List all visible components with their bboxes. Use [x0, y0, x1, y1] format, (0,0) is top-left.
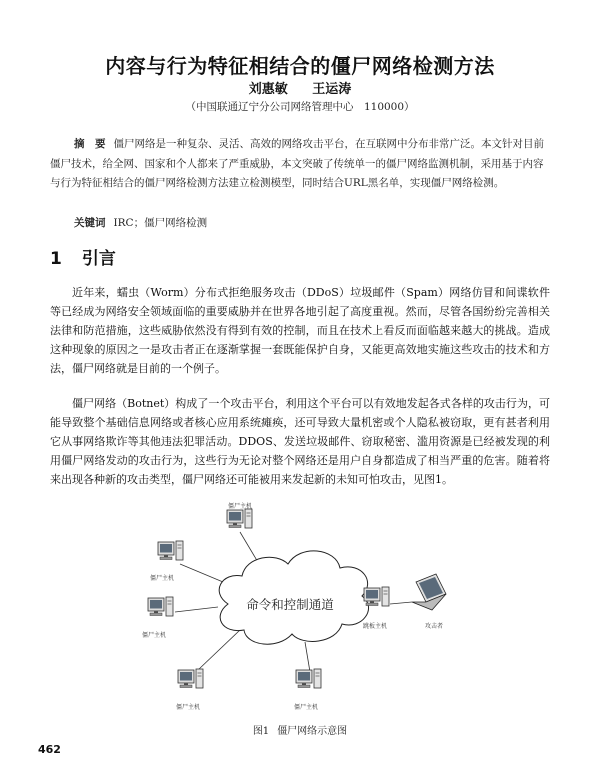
- label-top-host: 僵尸主机: [227, 503, 253, 510]
- section-number: 1: [50, 249, 62, 269]
- computer-icon: [148, 597, 173, 616]
- abstract-text: 僵尸网络是一种复杂、灵活、高效的网络攻击平台，在互联网中分布非常广泛。本文针对目前僵尸技术，给全网、国家和个人都来了严重威胁，本文突破了传统单一的僵尸网络监测机制，采用基于内容与行为特征相结合的僵尸网络检测方法建立检测模型，同时结合URL黑名单，实现僵尸网络检测。: [50, 138, 544, 189]
- label-left-upper-host: 僵尸主机: [149, 575, 175, 582]
- computer-icon: [364, 587, 389, 606]
- label-jump-host: 跳板主机: [362, 623, 388, 630]
- cloud-label: 命令和控制通道: [246, 597, 334, 612]
- keywords-text: IRC；僵尸网络检测: [113, 217, 208, 229]
- abstract-label: 摘 要: [74, 138, 106, 150]
- label-left-lower-host: 僵尸主机: [141, 632, 167, 639]
- section-heading: [50, 244, 116, 269]
- computer-icon: [158, 541, 183, 560]
- paper-title: 内容与行为特征相结合的僵尸网络检测方法: [105, 54, 495, 78]
- figure-caption: [0, 722, 600, 737]
- paragraph-1: 近年来，蠕虫（Worm）分布式拒绝服务攻击（DDoS）垃圾邮件（Spam）网络仿冒和间谍软件等已经成为网络安全领域面临的重要威胁并在世界各地引起了高度重视。然而，尽管各国纷纷完善相关法律和防范措施，这些威胁依然没有得到有效的控制，而且在技术上看反而面临越来越大的挑战。造成这种现象的原因之一是攻击者正在逐渐掌握一套既能保护自身，又能更高效地实施这些攻击的技术和方法，僵尸网络就是目前的一个例子。: [50, 286, 550, 375]
- botnet-figure: [100, 502, 500, 720]
- page-number: 462: [38, 743, 61, 756]
- caption-text: 僵尸网络示意图: [277, 726, 348, 737]
- label-bottom-left-host: 僵尸主机: [175, 704, 201, 711]
- caption-number: 图1: [252, 726, 270, 737]
- computer-icon: [296, 669, 321, 688]
- keywords-label: 关键词: [74, 217, 106, 229]
- computer-icon: [227, 509, 252, 528]
- authors: [0, 78, 600, 97]
- label-attacker: 攻击者: [424, 623, 444, 630]
- botnet-diagram: [100, 502, 500, 720]
- laptop-icon: [412, 574, 446, 610]
- abstract: [50, 135, 550, 194]
- paragraph-2: 僵尸网络（Botnet）构成了一个攻击平台，利用这个平台可以有效地发起各式各样的攻击行为，可能导致整个基础信息网络或者核心应用系统瘫痪，还可导致大量机密或个人隐私被窃取，更有甚者利用它从事网络欺诈等其他违法犯罪活动。DDOS、发送垃圾邮件、窃取秘密、滥用资源是已经被发现的利用僵尸网络发动的攻击行为，这些行为无论对整个网络还是用户自身都造成了相当严重的危害。随着将来出现各种新的攻击类型，僵尸网络还可能被用来发起新的未知可怕攻击，见图1。: [50, 397, 550, 486]
- affiliation: （中国联通辽宁分公司网络管理中心 110000）: [185, 101, 415, 113]
- author-2: 王运涛: [312, 82, 352, 97]
- computer-icon: [178, 669, 203, 688]
- keywords: [50, 215, 550, 230]
- section-title: 引言: [81, 249, 116, 269]
- author-1: 刘惠敏: [248, 82, 288, 97]
- label-bottom-right-host: 僵尸主机: [293, 704, 319, 711]
